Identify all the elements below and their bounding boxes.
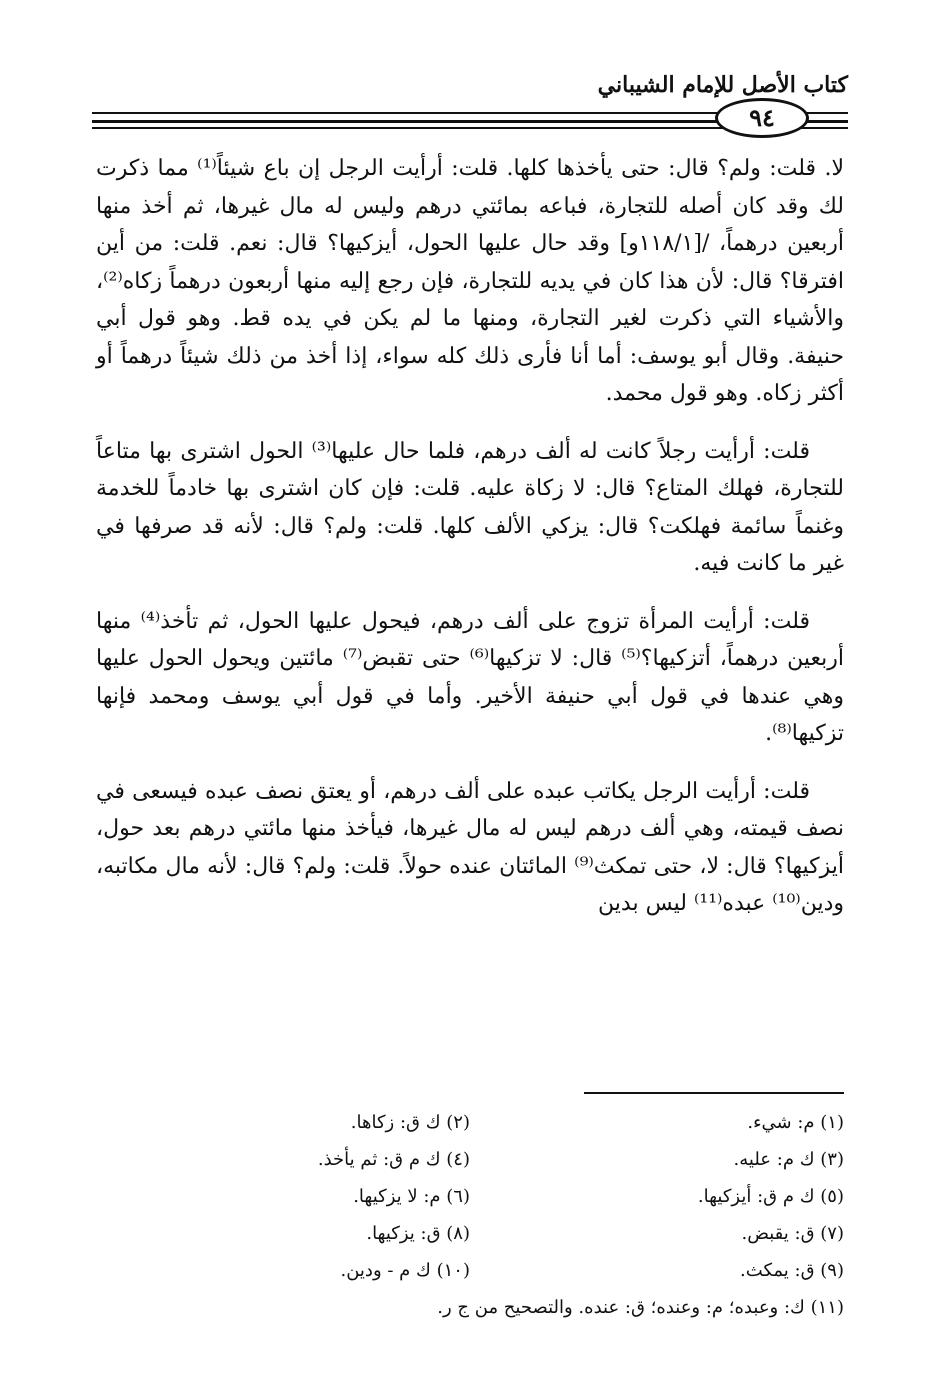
running-header-title: كتاب الأصل للإمام الشيباني: [597, 72, 848, 98]
footnote-row: [96, 1104, 844, 1141]
footnote-1: (١) م: شيء.: [747, 1112, 844, 1133]
footnote-4: (٤) ك م ق: ثم يأخذ.: [317, 1149, 470, 1170]
paragraph-4: قلت: أرأيت الرجل يكاتب عبده على ألف درهم، أو يعتق نصف عبده فيسعى في نصف قيمته، وهي ألف درهم ليس له مال غيرها، فيأخذ منها مائتي درهم بعد حول، أيزكيها؟ قال: لا، حتى تمكث⁽⁹⁾ المائتان عنده حولاً. قلت: ولم؟ قال: لأنه مال مكاتبه، ودين⁽¹⁰⁾ عبده⁽¹¹⁾ ليس بدين: [96, 778, 844, 916]
footnote-9: (٩) ق: يمكث.: [740, 1260, 844, 1281]
paragraph-2: قلت: أرأيت رجلاً كانت له ألف درهم، فلما حال عليها⁽³⁾ الحول اشترى بها متاعاً للتجارة، فهلك المتاع؟ قال: لا زكاة عليه. قلت: فإن كان اشترى بها خادماً للخدمة وغنماً سائمة فهلكت؟ قال: يزكي الألف كلها. قلت: ولم؟ قال: لأنه قد صرفها في غير ما كانت فيه.: [96, 438, 844, 576]
footnote-11: (١١) ك: وعبده؛ م: وعنده؛ ق: عنده. والتصحيح من ج ر.: [437, 1297, 844, 1318]
main-text: [96, 150, 844, 943]
footnote-separator: [584, 1092, 844, 1094]
footnote-8: (٨) ق: يزكيها.: [366, 1223, 470, 1244]
footnote-row: [96, 1141, 844, 1178]
paragraph-3: قلت: أرأيت المرأة تزوج على ألف درهم، فيحول عليها الحول، ثم تأخذ⁽⁴⁾ منها أربعين درهماً، أتزكيها؟⁽⁵⁾ قال: لا تزكيها⁽⁶⁾ حتى تقبض⁽⁷⁾ مائتين ويحول الحول عليها وهي عندها في قول أبي حنيفة الأخير. وأما في قول أبي يوسف ومحمد فإنها تزكيها⁽⁸⁾.: [96, 608, 844, 746]
footnote-7: (٧) ق: يقبض.: [741, 1223, 844, 1244]
footnote-6: (٦) م: لا يزكيها.: [353, 1186, 470, 1207]
footnote-row: [96, 1178, 844, 1215]
footnote-row: [96, 1252, 844, 1289]
footnote-5: (٥) ك م ق: أيزكيها.: [697, 1186, 844, 1207]
footnote-row: [96, 1215, 844, 1252]
footnote-row: [96, 1289, 844, 1326]
paragraph-1: لا. قلت: ولم؟ قال: حتى يأخذها كلها. قلت: أرأيت الرجل إن باع شيئاً⁽¹⁾ مما ذكرت لك وقد كان أصله للتجارة، فباعه بمائتي درهم وليس له مال غيرها، ثم أخذ منها أربعين درهماً، /[١١٨/١و] وقد حال عليها الحول، أيزكيها؟ قال: نعم. قلت: من أين افترقا؟ قال: لأن هذا كان في يديه للتجارة، فإن رجع إليه منها أربعون درهماً زكاه⁽²⁾، والأشياء التي ذكرت لغير التجارة، ومنها ما لم يكن في يده قط. وهو قول أبي حنيفة. وقال أبو يوسف: أما أنا فأرى ذلك كله سواء، إذا أخذ من ذلك شيئاً درهماً أو أكثر زكاه. وهو قول محمد.: [96, 156, 845, 406]
footnote-10: (١٠) ك م - ودين.: [340, 1260, 470, 1281]
footnotes: [96, 1104, 844, 1326]
footnote-2: (٢) ك ق: زكاها.: [350, 1112, 470, 1133]
footnote-3: (٣) ك م: عليه.: [733, 1149, 844, 1170]
page-number-badge: ٩٤: [715, 98, 809, 138]
